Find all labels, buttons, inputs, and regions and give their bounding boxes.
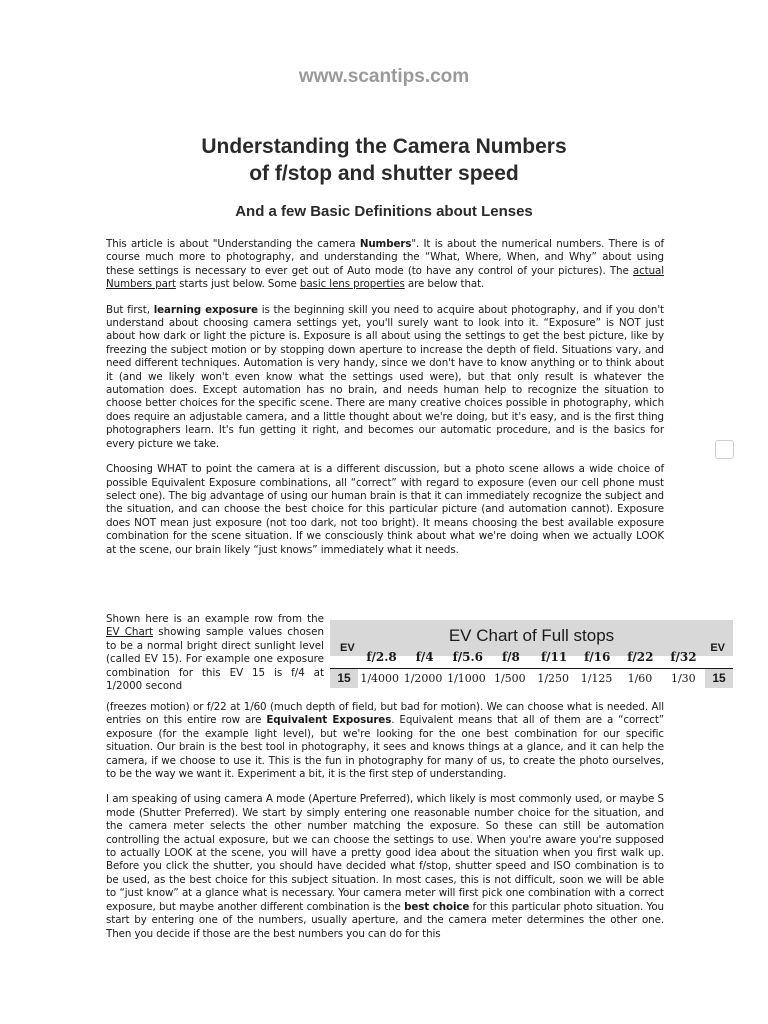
ev-value-left: 15 xyxy=(330,669,358,688)
speed-cell: 1/1000 xyxy=(447,672,486,685)
speed-cell: 1/30 xyxy=(670,672,696,685)
speed-cells xyxy=(358,669,705,688)
text-run: showing sample values chosen to be a normal bright direct sunlight level (called EV 15). For example one exposure combination for this EV 15 is f/4 at 1/2000 second xyxy=(106,626,324,693)
text-run: starts just below. Some xyxy=(175,278,300,291)
page-side-toggle[interactable] xyxy=(715,440,734,459)
speed-cell: 1/125 xyxy=(580,672,613,685)
text-run: (freezes motion) or f/22 at 1/60 (much depth of field, but bad for motion). We can choose what is needed. All entries on this entire row are xyxy=(106,701,664,727)
paragraph-ev-example xyxy=(106,613,324,693)
fstop-cell: f/4 xyxy=(415,650,434,664)
text-run: This article is about "Understanding the camera xyxy=(106,238,360,250)
ev-fstop-row xyxy=(360,650,705,668)
text-run: I am speaking of using camera A mode (Aperture Preferred), which likely is most commonly used, or maybe S mode (Shutter Preferred). We start by simply entering one reasonable number choice for the situation, and the camera meter selects the other number matching the exposure. So these can still be automation controlling the actual exposure, but we can choose the settings to use. When you're aware you're supposed to actually LOOK at the scene, you will have a pretty good idea about the situation when you first walk up. Before you click the shutter, you should have decided what f/stop, shutter speed and ISO combination is to be used, as the best choice for this subject situation. In most cases, this is not difficult, soon we will be able to “just know” at a glance what is necessary. Your camera meter will first pick one combination with a correct exposure, but maybe another different combination is the xyxy=(106,793,664,913)
text-run: ". It is about the numerical numbers. There is of course much more to photography, and understanding the “What, Where, When, and Why” about using these settings is necessary to ever get out of Auto mode (to have any control of your pictures). The xyxy=(106,238,664,277)
paragraph-choosing-what: Choosing WHAT to point the camera at is a different discussion, but a photo scene allows a wide choice of possible Equivalent Exposure combinations, all “correct” with regard to exposure (even our cell phone must select one). The big advantage of using our human brain is that it can immediately recognize the subject and the situation, and can choose the best choice for this particular picture (and automation cannot). Exposure does NOT mean just exposure (not too dark, not too bright). It means choosing the best available exposure combination for the scene situation. If we consciously think about what we're doing when we actually LOOK at the scene, our brain likely “just knows” immediately what it needs. xyxy=(106,463,664,556)
ev-value-right: 15 xyxy=(705,669,733,688)
paragraph-equivalent-exposures xyxy=(106,701,664,781)
ev-chart-table xyxy=(330,620,733,687)
article-body-bottom xyxy=(106,701,664,953)
fstop-cell: f/8 xyxy=(501,650,520,664)
fstop-cell: f/32 xyxy=(670,650,697,664)
speed-cell: 1/500 xyxy=(493,672,526,685)
text-run: . Equivalent means that all of them are a “correct” exposure (for the example light level), but we're looking for the one best combination for our specific situation. Our brain is the best tool in photography, it sees and knows things at a glance, and it can help the camera, if we choose to use it. This is the fun in photography for many of us, to create the photo ourselves, to be the way we want it. Experiment a bit, it is the first step of understanding. xyxy=(106,714,665,781)
site-url[interactable]: www.scantips.com xyxy=(298,66,470,87)
bold-numbers: Numbers xyxy=(359,238,412,250)
text-run: for this particular photo situation. You start by entering one of the numbers, usually aperture, and the camera meter determines the other one. Then you decide if those are the best numbers you can do for this xyxy=(106,900,664,940)
text-run: But first, xyxy=(106,303,154,316)
fstop-cell: f/11 xyxy=(540,650,568,664)
fstop-cell: f/2.8 xyxy=(366,650,397,664)
page-title xyxy=(0,133,768,187)
link-ev-chart[interactable]: EV Chart xyxy=(106,626,154,639)
text-run: are below that. xyxy=(404,278,485,291)
speed-cell: 1/4000 xyxy=(360,672,400,685)
ev-speed-row xyxy=(330,668,733,688)
title-line-1: Understanding the Camera Numbers xyxy=(201,135,567,158)
link-basic-lens-properties[interactable]: basic lens properties xyxy=(299,278,405,291)
title-line-2: of f/stop and shutter speed xyxy=(249,162,519,185)
fstop-cell: f/5.6 xyxy=(452,650,484,664)
speed-cell: 1/250 xyxy=(537,672,570,685)
article-body-top xyxy=(106,238,664,569)
page-subtitle: And a few Basic Definitions about Lenses xyxy=(235,203,533,220)
text-run: Shown here is an example row from the xyxy=(106,613,324,625)
paragraph-learning-exposure xyxy=(106,304,664,451)
ev-chart-title: EV Chart of Full stops xyxy=(448,626,615,645)
fstop-cell: f/22 xyxy=(627,650,654,664)
paragraph-intro xyxy=(106,238,664,292)
bold-learning-exposure: learning exposure xyxy=(153,303,258,316)
text-run: is the beginning skill you need to acquire about photography, and if you don't understand about choosing camera settings yet, you'll surely want to look into it. “Exposure” is NOT just about how dark or light the picture is. Exposure is all about using the settings to get the best picture, like by freezing the subject motion or by stopping down aperture to increase the depth of field. Situations vary, and need different techniques. Automation is very handy, since we don't have to know anything or to think about it (and we likely won't even know what the settings used were), but that only result is whatever the automation does. Except automation has no brain, and needs human help to recognize the situation to choose better choices for the specific scene. There are many creative choices possible in photography, which does require an adjustable camera, and a little thought about we're doing, but it's easy, and is the first thing photographers learn. It's fun getting it right, and becomes our automatic procedure, and is the basics for every picture we take. xyxy=(106,303,664,450)
bold-equivalent-exposures: Equivalent Exposures xyxy=(266,714,392,727)
paragraph-camera-modes xyxy=(106,793,664,940)
ev-label-left: EV xyxy=(340,642,355,654)
speed-cell: 1/2000 xyxy=(403,672,443,685)
link-actual-numbers[interactable]: actual Numbers part xyxy=(106,264,664,291)
speed-cell: 1/60 xyxy=(627,672,653,685)
fstop-cell: f/16 xyxy=(584,650,611,664)
ev-label-right: EV xyxy=(710,642,725,654)
bold-best-choice: best choice xyxy=(404,900,470,913)
